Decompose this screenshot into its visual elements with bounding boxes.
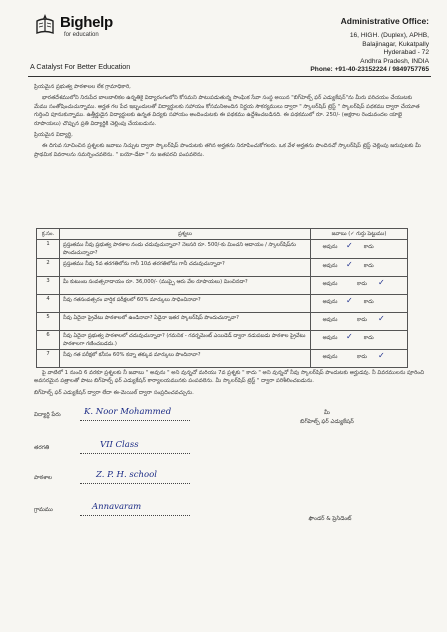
school-value[interactable]: Z. P. H. school [96, 470, 157, 480]
table-header-answer: జవాబు (✓ గుర్తు పెట్టుము) [311, 229, 408, 240]
question-text: మీ కుటుంబ సంవత్సరాదాయం రూ. 36,000/- (ముప్పై ఆరు వేల రూపాయలు) మించినదా? [60, 277, 311, 295]
no-option[interactable]: కాదు [363, 335, 374, 341]
row-number: 5 [37, 313, 60, 331]
class-value[interactable]: VII Class [100, 440, 139, 450]
question-text: నీవు ఏదైనా ప్రభుత్వ పాఠశాలలో చదువుచున్నావా? (గమనిక - గవర్నమెంట్ ఎయిడెడ్ ద్వారా నడుపబడు పాఠశాల ప్రైవేటు పాఠశాలగా గణించబడదు.) [60, 331, 311, 350]
field-label: గ్రామము [34, 507, 53, 513]
row-number: 2 [37, 259, 60, 277]
yes-option[interactable]: అవును [322, 281, 338, 287]
yes-option[interactable]: అవును [322, 244, 338, 250]
bighelp-logo-icon [34, 13, 56, 37]
header-rule [28, 76, 431, 77]
underline [80, 483, 190, 484]
closing-text [34, 369, 425, 397]
founder-title: ఫౌండర్ & ప్రెసిడెంట్ [308, 516, 352, 522]
no-option[interactable]: కాదు [363, 263, 374, 269]
address-line: Andhra Pradesh, INDIA [360, 57, 429, 65]
yes-option[interactable]: అవును [322, 263, 338, 269]
yes-option[interactable]: అవును [322, 299, 338, 305]
no-option[interactable]: కాదు [357, 317, 367, 323]
intro-paragraph: భారతదేశములోని నిరుపేద బాలబాలికల ఉన్నతికై విద్యారంగంలోని కోసమని పాటుపడుతున్న సాంఘిక సేవా సంస్థ అయిన "బిగ్‌హెల్ప్ ఫర్ ఎడ్యుకేషన్"ను మీరు పరిచయం చేయుటకు మేము సంతోషించుచున్నాము. అర్హత గల పేద ఇబ్బందులతో విద్యార్థులకు సహాయం కోసమనిఅందిన నిర్ణయ సౌకర్యములు ద్వారా " స్కాలర్‌షిప్ ట్రెస్ట్ " స్కాలర్‌షిప్ పథకము ద్వారా చేయూత గుర్తించి పూనుకున్నాము. ఉత్తీర్ణుడైన విద్యార్థులకు ఉన్నత విద్యకు సహాయం అందించుటకు ఈ పథకము ఉద్దేశించబడినది. ఈ పథకములో రూ. 250/- (అక్షరాల రెండువందల యాభై రూపాయలు) చొప్పున ప్రతి విద్యార్థికి చెల్లింపు చేయబడును. [34, 95, 420, 127]
instructions-paragraph: ఈ దిగువ సూచించిన ప్రశ్నలకు జవాబు నిచ్చుట ద్వారా స్కాలర్‌షిప్ పొందుటకు తగిన అర్హతను నిరూపించుకోగలరు. ఒక వేళ అర్హతను పొందినచో స్కాలర్‌షిప్ ట్రెస్ట్ చెల్లింపు జరుపుటకు మీ ప్రాథమిక వివరాలను సమర్పించవలెను. " బయో-డేటా " ను జతపరచి పంపవలెను. [34, 143, 421, 158]
table-row [37, 350, 408, 368]
row-number: 7 [37, 350, 60, 368]
checkmark-icon: ✓ [378, 314, 385, 323]
table-row [37, 313, 408, 331]
question-text: నీవు గత పరీక్షలో కనీసం 60% కన్నా తక్కువ మార్కులు పొందినావా? [60, 350, 311, 368]
office-address-block [310, 16, 429, 75]
answer-cell[interactable] [311, 295, 408, 313]
closing-word: మీ [324, 410, 330, 416]
no-option[interactable]: కాదు [363, 244, 374, 250]
checkmark-icon: ✓ [346, 241, 353, 250]
table-row [37, 240, 408, 259]
checkmark-icon: ✓ [346, 260, 353, 269]
underline [80, 453, 190, 454]
address-line: Balajinagar, Kukatpally [362, 40, 429, 48]
eligibility-paragraph: పై వాటిలో 1 నుంచి 6 వరకూ ప్రశ్నలకు నీ జవాబు " అవును " అని వున్నచో మరియు 7వ ప్రశ్నకు " కాదు " అని వున్నచో నీవు స్కాలర్‌షిప్ పొందుటకు అర్హుడవు. నీ వివరములను పూరించి అవసరమైన పత్రాలతో పాటు బిగ్‌హెల్ప్ ఫర్ ఎడ్యుకేషన్ కార్యాలయమునకు పంపవలెను. మీ స్కాలర్‌షిప్ ట్రెస్ట్ " ద్వారా పరిశీలించబడును. [34, 370, 425, 385]
answer-cell[interactable] [311, 331, 408, 350]
no-option[interactable]: కాదు [363, 299, 374, 305]
row-number: 1 [37, 240, 60, 259]
question-text: నీవు ఏదైనా ప్రైవేటు పాఠశాలలో ఉండినావా? ఏదైనా ఇతర స్కాలర్‌షిప్ పొందుచున్నావా? [60, 313, 311, 331]
row-number: 4 [37, 295, 60, 313]
organization-name: బిగ్‌హెల్ప్ ఫర్ ఎడ్యుకేషన్ [300, 419, 354, 425]
no-option[interactable]: కాదు [357, 281, 367, 287]
question-text: ప్రస్తుతము నీవు 5వ తరగతిలోను గానీ 10వ తరగతిలోను గానీ చదువుచున్నావా? [60, 259, 311, 277]
yes-option[interactable]: అవును [322, 317, 338, 323]
checkmark-icon: ✓ [346, 296, 353, 305]
checkmark-icon: ✓ [378, 351, 385, 360]
village-field [34, 506, 80, 514]
field-label: విద్యార్థి పేరు [34, 412, 61, 418]
brand-subtitle: for education [64, 32, 99, 38]
answer-cell[interactable] [311, 240, 408, 259]
field-label: పాఠశాల [34, 475, 52, 481]
yes-option[interactable]: అవును [322, 335, 338, 341]
address-line: Hyderabad - 72 [383, 49, 429, 56]
class-field [34, 444, 80, 452]
checkmark-icon: ✓ [378, 278, 385, 287]
brand-name: Bighelp [60, 14, 113, 31]
answer-cell[interactable] [311, 259, 408, 277]
salutation: ప్రియమైన ప్రభుత్వ పాఠశాలల లేక గ్రామాధికారి, [34, 84, 131, 90]
phone-number: Phone: +91-40-23152224 / 9849757765 [310, 66, 429, 73]
answer-cell[interactable] [311, 350, 408, 368]
no-option[interactable]: కాదు [357, 354, 367, 360]
field-label: తరగతి [34, 445, 50, 451]
student-salutation: ప్రియమైన విద్యార్థి, [34, 132, 73, 139]
underline [80, 420, 190, 421]
student-name-field [34, 411, 80, 419]
question-text: నీవు గతసంవత్సరం వార్షిక పరీక్షలలో 60% మార్కులు సాధించినావా? [60, 295, 311, 313]
eligibility-table [36, 228, 408, 368]
question-text: ప్రస్తుతము నీవు ప్రభుత్వ పాఠశాల నందు చదువుచున్నావా? నెలసరి రూ. 500/-కు మించని ఆదాయం / స్కాలర్‌షిప్‌ను పొందుచున్నావా? [60, 240, 311, 259]
table-header-serial: క్ర.సం. [37, 229, 60, 240]
tagline: A Catalyst For Better Education [30, 62, 131, 71]
row-number: 3 [37, 277, 60, 295]
table-row [37, 259, 408, 277]
student-name-value[interactable]: K. Noor Mohammed [84, 407, 172, 417]
contact-note: బిగ్‌హెల్ప్ ఫర్ ఎడ్యుకేషన్ ద్వారా లేదా ఈ-మెయిల్ ద్వారా సంప్రదించవచ్చును. [34, 389, 194, 396]
checkmark-icon: ✓ [346, 332, 353, 341]
letter-body [34, 83, 425, 162]
table-row [37, 331, 408, 350]
answer-cell[interactable] [311, 277, 408, 295]
office-title: Administrative Office: [340, 16, 429, 26]
underline [80, 515, 190, 516]
table-row [37, 277, 408, 295]
school-field [34, 474, 80, 482]
yes-option[interactable]: అవును [322, 354, 338, 360]
address-line: 16, HIGH. (Duplex), APHB, [349, 32, 429, 39]
row-number: 6 [37, 331, 60, 350]
village-value[interactable]: Annavaram [92, 502, 142, 512]
table-row [37, 295, 408, 313]
answer-cell[interactable] [311, 313, 408, 331]
table-header-questions: ప్రశ్నలు [60, 229, 311, 240]
